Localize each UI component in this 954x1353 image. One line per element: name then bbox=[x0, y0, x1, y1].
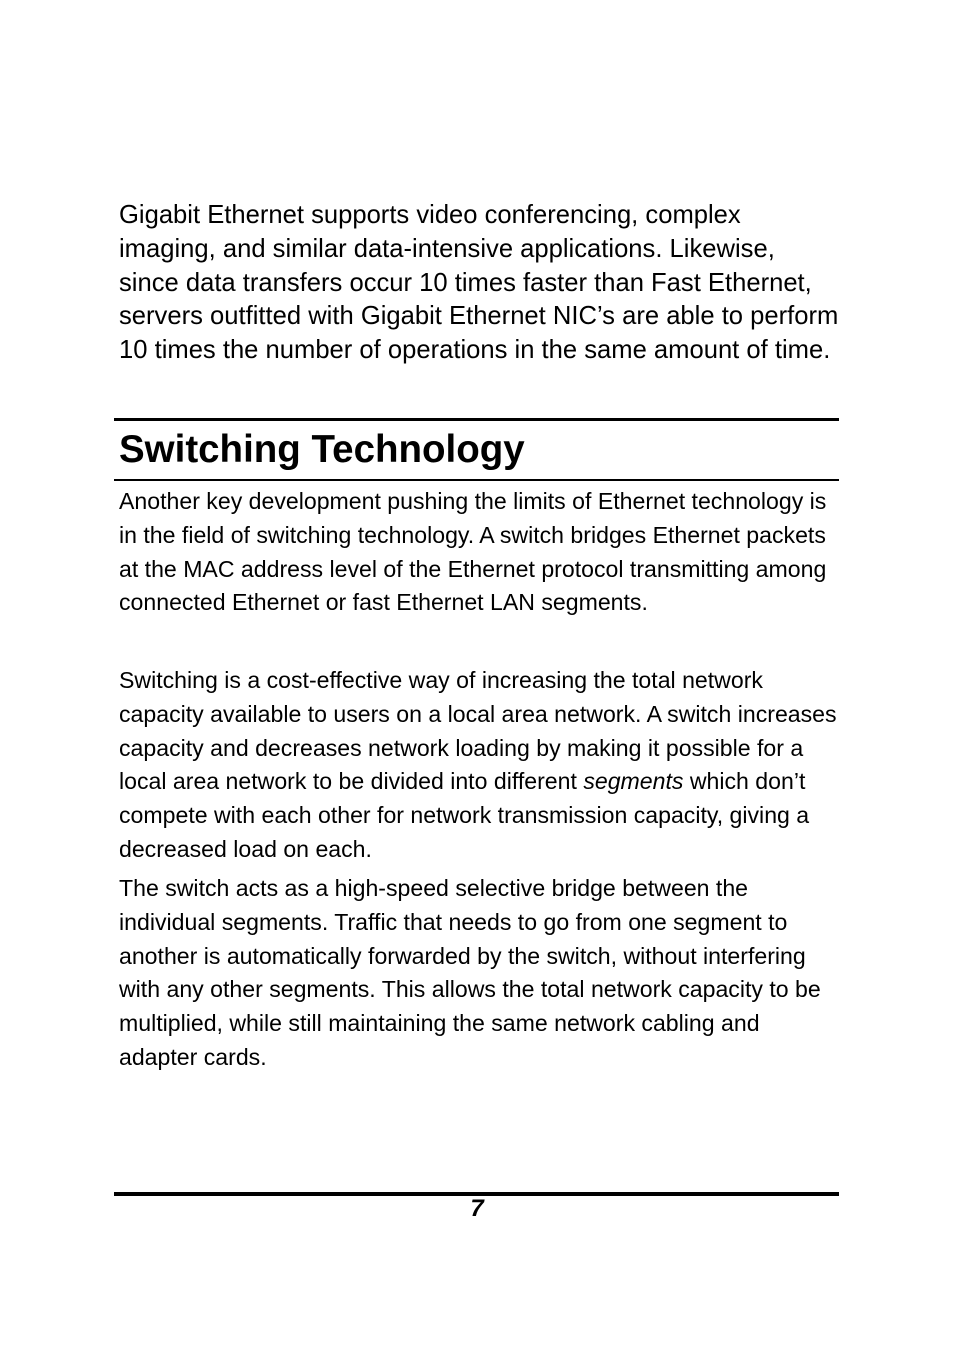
body-paragraph-1: Another key development pushing the limits of Ethernet technology is in the field of switching technology. A switch bridges Ethernet packets at the MAC address level of the Ethernet protocol transmitting among connected Ethernet or fast Ethernet LAN segments. bbox=[119, 488, 827, 616]
body-paragraph-2-text-start: Switching is a cost-effective way of increasing the total network capacity available to users on a local area network. A switch increases capacity and decreases network loading by making it possible for a local area network to be divided into different bbox=[119, 667, 837, 795]
intro-paragraph: Gigabit Ethernet supports video conferencing, complex imaging, and similar data-intensive applications. Likewise, since data transfers occur 10 times faster than Fast Ethernet, servers outfitted with Gigabit Ethernet NIC’s are able to perform 10 times the number of operations in the same amount of time. bbox=[119, 201, 839, 365]
section-top-rule bbox=[114, 418, 839, 421]
body-paragraph-2-text-end: which don’t compete with each other for network transmission capacity, giving a decreased load on each. bbox=[119, 768, 810, 862]
body-paragraph-3: The switch acts as a high-speed selective bridge between the individual segments. Traffic that needs to go from one segment to another is automatically forwarded by the switch, without interfering with any other segments. This allows the total network capacity to be multiplied, while still maintaining the same network cabling and adapter cards. bbox=[119, 875, 821, 1070]
section-heading-underline bbox=[114, 479, 839, 481]
body-paragraph-2 bbox=[119, 664, 841, 867]
body-paragraph-2-emphasis: segments bbox=[583, 768, 684, 795]
page-number: 7 bbox=[470, 1195, 484, 1222]
section-heading: Switching Technology bbox=[119, 428, 525, 471]
